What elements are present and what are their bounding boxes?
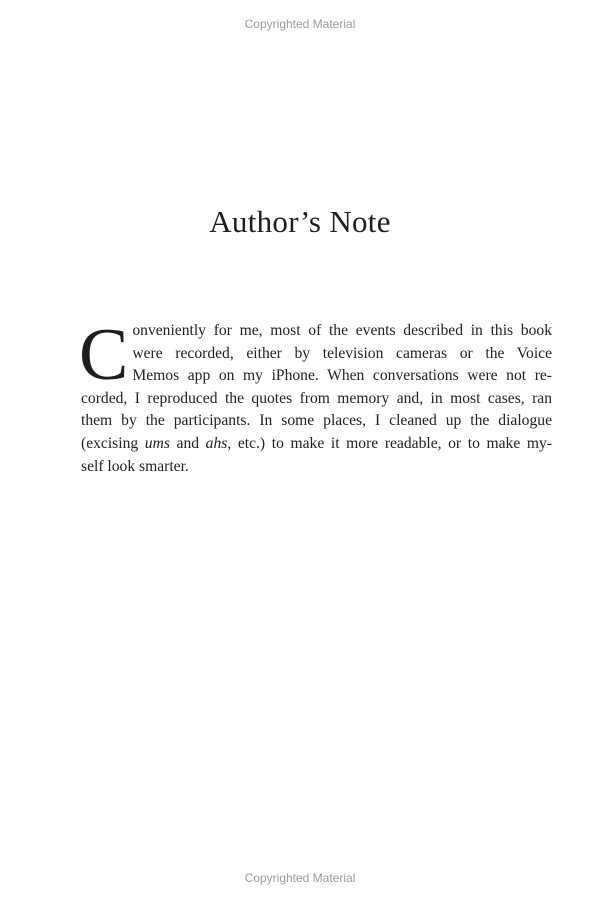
line-text: and	[169, 434, 206, 452]
author-note-paragraph	[79, 314, 552, 478]
paragraph-line	[81, 433, 552, 456]
copyright-watermark-top: Copyrighted Material	[244, 17, 356, 31]
paragraph-line: corded, I reproduced the quotes from memory and, in most cases, ran	[81, 389, 552, 407]
paragraph-line: them by the participants. In some places, I cleaned up the dialogue	[81, 412, 552, 430]
paragraph-line: were recorded, either by television cameras or the Voice	[132, 344, 552, 362]
line-text: (excising	[81, 434, 145, 452]
copyright-watermark-bottom: Copyrighted Material	[244, 871, 356, 885]
drop-cap: C	[79, 314, 129, 396]
italic-ums: ums	[144, 434, 170, 452]
paragraph-last-line: self look smarter.	[81, 457, 189, 475]
page-title: Author’s Note	[209, 204, 391, 239]
italic-ahs: ahs	[205, 434, 228, 452]
line-text: , etc.) to make it more readable, or to make my-	[227, 434, 552, 452]
paragraph-line: onveniently for me, most of the events described in this book	[132, 322, 552, 339]
paragraph-line: Memos app on my iPhone. When conversations were not re-	[132, 367, 552, 385]
